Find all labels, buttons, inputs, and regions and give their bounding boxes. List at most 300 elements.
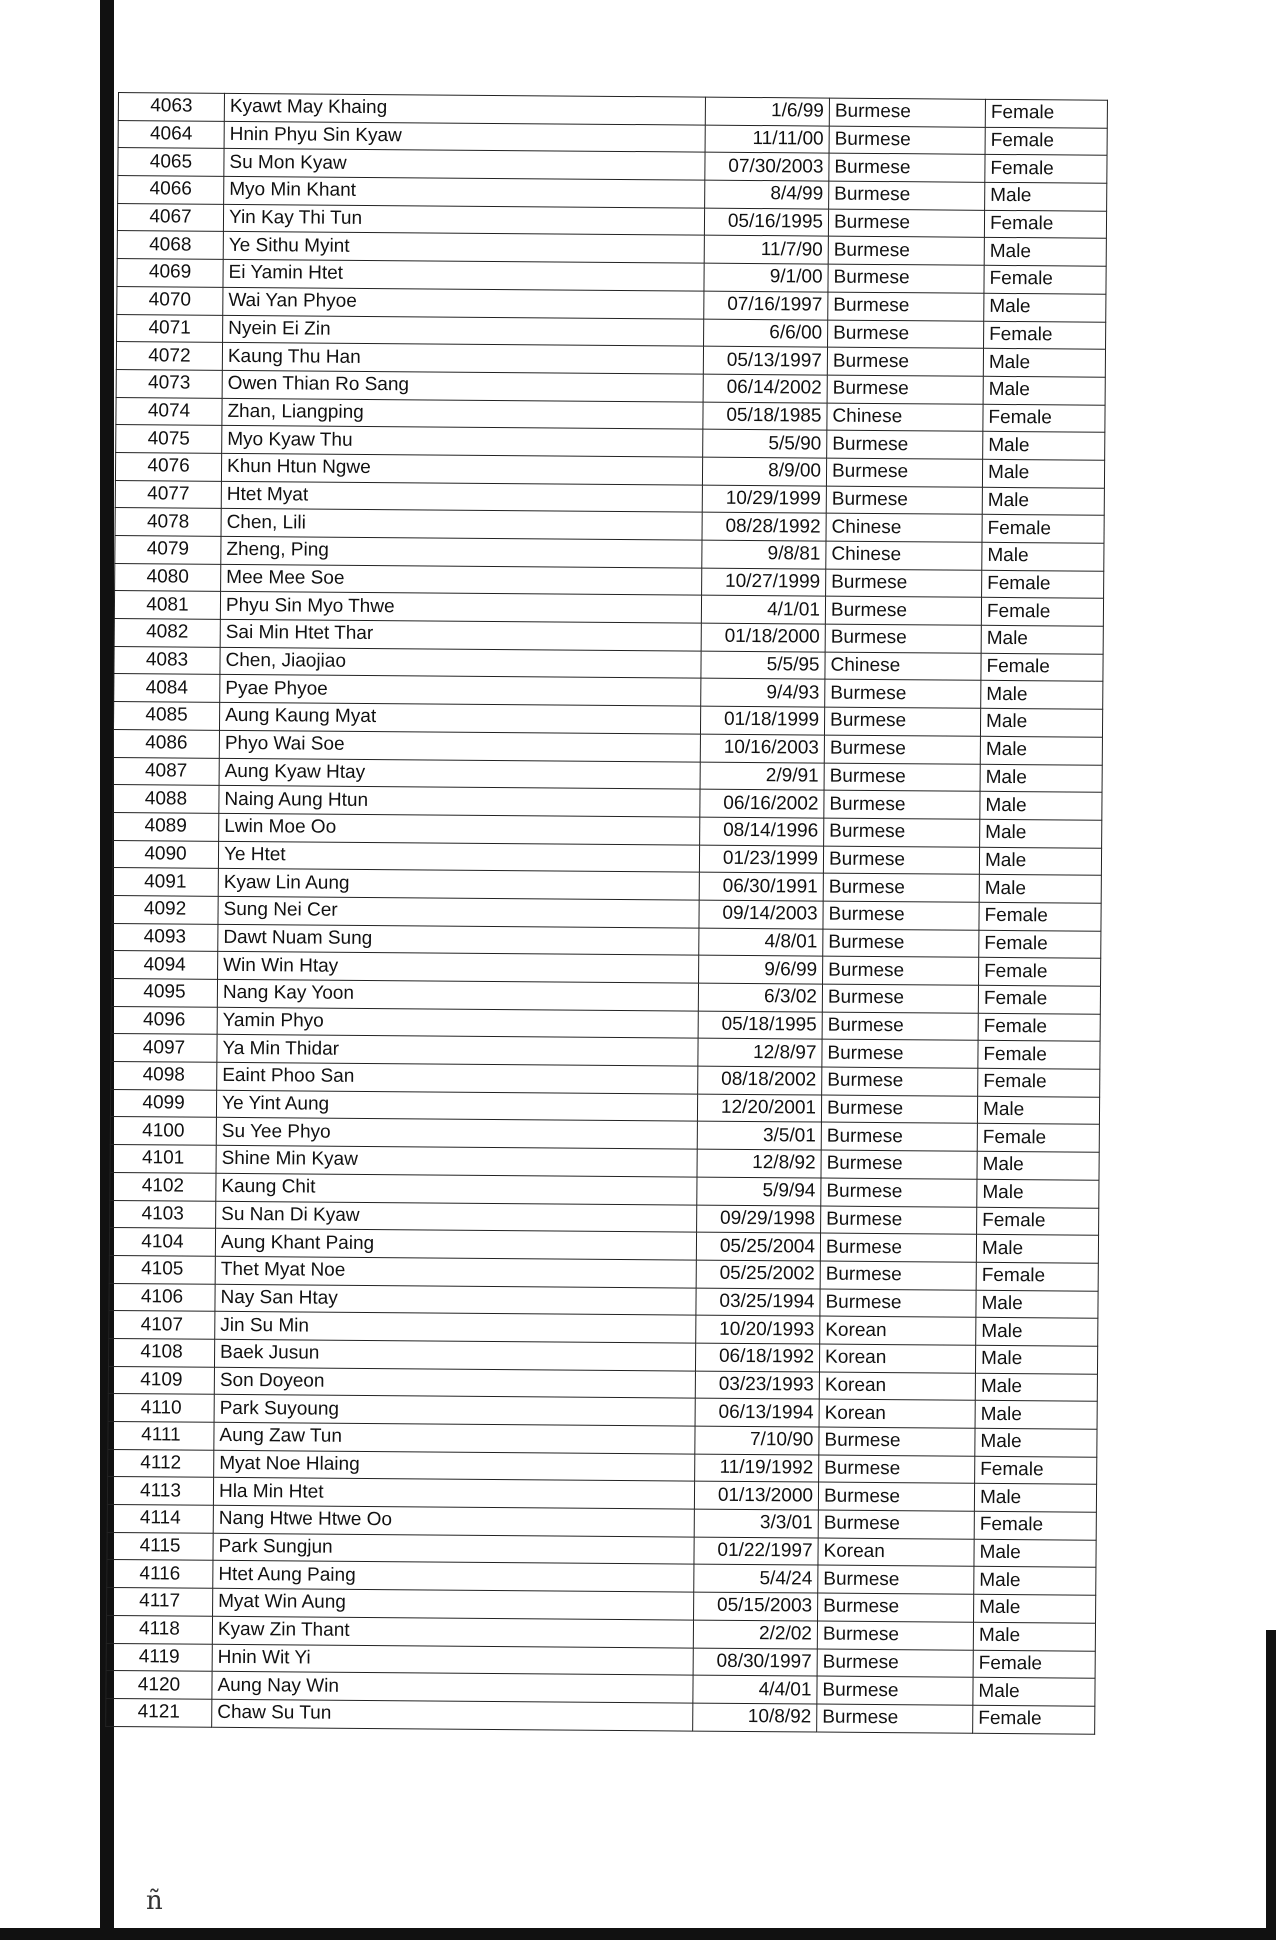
cell-gender: Male xyxy=(981,625,1103,654)
cell-name: Myat Noe Hlaing xyxy=(214,1450,695,1481)
cell-nationality: Burmese xyxy=(822,1067,978,1096)
cell-id: 4084 xyxy=(114,674,220,703)
student-roster-table xyxy=(105,92,1108,1734)
cell-gender: Female xyxy=(975,1456,1097,1485)
cell-gender: Male xyxy=(974,1594,1096,1623)
cell-gender: Female xyxy=(978,1068,1100,1097)
cell-name: Phyu Sin Myo Thwe xyxy=(220,592,701,623)
cell-date-of-birth: 1/6/99 xyxy=(705,97,829,126)
cell-id: 4065 xyxy=(118,148,224,177)
cell-nationality: Burmese xyxy=(820,1289,976,1318)
cell-nationality: Burmese xyxy=(817,1704,973,1733)
cell-date-of-birth: 06/14/2002 xyxy=(703,374,827,403)
cell-gender: Male xyxy=(977,1096,1099,1125)
cell-date-of-birth: 5/5/90 xyxy=(703,429,827,458)
cell-id: 4109 xyxy=(108,1366,214,1395)
cell-id: 4064 xyxy=(118,120,224,149)
cell-id: 4111 xyxy=(108,1421,214,1450)
cell-id: 4098 xyxy=(111,1062,217,1091)
cell-date-of-birth: 4/4/01 xyxy=(693,1675,817,1704)
cell-date-of-birth: 10/8/92 xyxy=(693,1703,817,1732)
cell-id: 4115 xyxy=(107,1532,213,1561)
cell-name: Ei Yamin Htet xyxy=(223,259,704,290)
cell-nationality: Burmese xyxy=(826,569,982,598)
cell-gender: Male xyxy=(974,1484,1096,1513)
cell-id: 4106 xyxy=(109,1283,215,1312)
cell-id: 4096 xyxy=(111,1006,217,1035)
cell-date-of-birth: 05/13/1997 xyxy=(703,346,827,375)
cell-id: 4117 xyxy=(107,1588,213,1617)
cell-name: Ye Yint Aung xyxy=(216,1090,697,1121)
cell-gender: Male xyxy=(976,1290,1098,1319)
cell-gender: Male xyxy=(981,681,1103,710)
cell-nationality: Burmese xyxy=(821,1095,977,1124)
cell-nationality: Burmese xyxy=(828,264,984,293)
cell-id: 4074 xyxy=(116,397,222,426)
cell-name: Khun Htun Ngwe xyxy=(221,453,702,484)
cell-name: Park Sungjun xyxy=(213,1533,694,1564)
cell-date-of-birth: 05/16/1995 xyxy=(704,208,828,237)
cell-name: Hnin Phyu Sin Kyaw xyxy=(224,121,705,152)
cell-id: 4097 xyxy=(111,1034,217,1063)
cell-gender: Male xyxy=(975,1401,1097,1430)
cell-id: 4078 xyxy=(115,508,221,537)
cell-gender: Male xyxy=(980,791,1102,820)
cell-id: 4070 xyxy=(117,286,223,315)
cell-nationality: Korean xyxy=(819,1399,975,1428)
cell-id: 4095 xyxy=(111,978,217,1007)
cell-name: Owen Thian Ro Sang xyxy=(222,370,703,401)
cell-nationality: Korean xyxy=(819,1372,975,1401)
cell-name: Nay San Htay xyxy=(215,1284,696,1315)
cell-gender: Female xyxy=(984,210,1106,239)
cell-gender: Male xyxy=(983,432,1105,461)
cell-nationality: Burmese xyxy=(827,375,983,404)
cell-nationality: Burmese xyxy=(821,1122,977,1151)
cell-nationality: Burmese xyxy=(826,486,982,515)
cell-name: Myat Win Aung xyxy=(213,1588,694,1619)
cell-name: Zhan, Liangping xyxy=(222,398,703,429)
cell-name: Dawt Nuam Sung xyxy=(218,924,699,955)
cell-gender: Female xyxy=(977,1207,1099,1236)
cell-date-of-birth: 5/5/95 xyxy=(701,651,825,680)
cell-gender: Female xyxy=(977,1124,1099,1153)
cell-gender: Female xyxy=(973,1705,1095,1734)
cell-id: 4113 xyxy=(107,1477,213,1506)
cell-gender: Female xyxy=(978,985,1100,1014)
cell-date-of-birth: 11/11/00 xyxy=(705,125,829,154)
cell-id: 4066 xyxy=(118,176,224,205)
cell-id: 4068 xyxy=(117,231,223,260)
cell-name: Kyawt May Khaing xyxy=(224,93,705,124)
cell-nationality: Burmese xyxy=(823,956,979,985)
cell-id: 4118 xyxy=(106,1615,212,1644)
cell-nationality: Burmese xyxy=(818,1510,974,1539)
cell-id: 4101 xyxy=(110,1145,216,1174)
cell-id: 4114 xyxy=(107,1505,213,1534)
cell-id: 4090 xyxy=(112,840,218,869)
cell-gender: Female xyxy=(978,1041,1100,1070)
cell-name: Nyein Ei Zin xyxy=(223,315,704,346)
cell-date-of-birth: 06/16/2002 xyxy=(700,789,824,818)
cell-date-of-birth: 11/19/1992 xyxy=(695,1454,819,1483)
cell-gender: Female xyxy=(976,1262,1098,1291)
cell-gender: Male xyxy=(979,875,1101,904)
cell-date-of-birth: 12/20/2001 xyxy=(697,1094,821,1123)
cell-gender: Male xyxy=(980,736,1102,765)
cell-date-of-birth: 08/18/2002 xyxy=(698,1066,822,1095)
cell-date-of-birth: 12/8/92 xyxy=(697,1149,821,1178)
cell-date-of-birth: 7/10/90 xyxy=(695,1426,819,1455)
cell-gender: Female xyxy=(981,598,1103,627)
cell-id: 4105 xyxy=(109,1255,215,1284)
cell-id: 4088 xyxy=(113,785,219,814)
cell-name: Son Doyeon xyxy=(214,1367,695,1398)
cell-gender: Female xyxy=(979,902,1101,931)
cell-name: Aung Zaw Tun xyxy=(214,1422,695,1453)
cell-id: 4120 xyxy=(106,1671,212,1700)
cell-name: Jin Su Min xyxy=(215,1312,696,1343)
cell-nationality: Burmese xyxy=(824,707,980,736)
cell-gender: Male xyxy=(979,847,1101,876)
cell-date-of-birth: 08/28/1992 xyxy=(702,512,826,541)
cell-name: Wai Yan Phyoe xyxy=(223,287,704,318)
cell-name: Yin Kay Thi Tun xyxy=(223,204,704,235)
cell-name: Zheng, Ping xyxy=(221,536,702,567)
cell-nationality: Burmese xyxy=(821,1150,977,1179)
cell-gender: Female xyxy=(985,155,1107,184)
cell-nationality: Burmese xyxy=(823,873,979,902)
cell-date-of-birth: 5/4/24 xyxy=(694,1565,818,1594)
cell-nationality: Chinese xyxy=(827,403,983,432)
cell-nationality: Burmese xyxy=(818,1482,974,1511)
cell-gender: Male xyxy=(974,1567,1096,1596)
cell-nationality: Burmese xyxy=(827,347,983,376)
cell-date-of-birth: 8/9/00 xyxy=(702,457,826,486)
cell-name: Nang Kay Yoon xyxy=(217,979,698,1010)
cell-gender: Male xyxy=(975,1428,1097,1457)
cell-nationality: Burmese xyxy=(819,1427,975,1456)
cell-nationality: Burmese xyxy=(827,430,983,459)
cell-date-of-birth: 05/25/2004 xyxy=(696,1232,820,1261)
cell-gender: Male xyxy=(977,1179,1099,1208)
cell-name: Hnin Wit Yi xyxy=(212,1644,693,1675)
cell-nationality: Korean xyxy=(820,1316,976,1345)
cell-id: 4087 xyxy=(113,757,219,786)
cell-nationality: Burmese xyxy=(820,1261,976,1290)
cell-date-of-birth: 09/14/2003 xyxy=(699,900,823,929)
cell-nationality: Burmese xyxy=(829,153,985,182)
cell-id: 4112 xyxy=(108,1449,214,1478)
cell-name: Su Yee Phyo xyxy=(216,1118,697,1149)
cell-date-of-birth: 10/16/2003 xyxy=(700,734,824,763)
cell-gender: Female xyxy=(979,958,1101,987)
cell-date-of-birth: 8/4/99 xyxy=(705,180,829,209)
cell-date-of-birth: 2/9/91 xyxy=(700,762,824,791)
cell-nationality: Burmese xyxy=(829,98,985,127)
cell-nationality: Burmese xyxy=(824,790,980,819)
cell-date-of-birth: 03/23/1993 xyxy=(695,1371,819,1400)
cell-date-of-birth: 01/18/2000 xyxy=(701,623,825,652)
cell-nationality: Burmese xyxy=(821,1206,977,1235)
cell-date-of-birth: 3/3/01 xyxy=(694,1509,818,1538)
cell-gender: Female xyxy=(985,127,1107,156)
cell-id: 4079 xyxy=(115,535,221,564)
cell-name: Ye Htet xyxy=(218,841,699,872)
cell-gender: Female xyxy=(974,1511,1096,1540)
cell-nationality: Burmese xyxy=(817,1649,973,1678)
cell-nationality: Burmese xyxy=(829,126,985,155)
cell-nationality: Burmese xyxy=(828,237,984,266)
cell-date-of-birth: 06/30/1991 xyxy=(699,872,823,901)
cell-gender: Male xyxy=(975,1373,1097,1402)
cell-name: Yamin Phyo xyxy=(217,1007,698,1038)
cell-nationality: Burmese xyxy=(824,735,980,764)
cell-nationality: Burmese xyxy=(818,1565,974,1594)
cell-id: 4116 xyxy=(107,1560,213,1589)
cell-nationality: Korean xyxy=(819,1344,975,1373)
cell-id: 4108 xyxy=(108,1338,214,1367)
cell-gender: Female xyxy=(983,404,1105,433)
cell-id: 4110 xyxy=(108,1394,214,1423)
cell-name: Phyo Wai Soe xyxy=(219,730,700,761)
cell-gender: Male xyxy=(980,708,1102,737)
cell-date-of-birth: 12/8/97 xyxy=(698,1038,822,1067)
cell-name: Aung Nay Win xyxy=(212,1671,693,1702)
cell-id: 4093 xyxy=(112,923,218,952)
cell-name: Sung Nei Cer xyxy=(218,896,699,927)
cell-nationality: Burmese xyxy=(829,181,985,210)
cell-name: Chen, Lili xyxy=(221,509,702,540)
cell-nationality: Burmese xyxy=(823,846,979,875)
cell-date-of-birth: 01/22/1997 xyxy=(694,1537,818,1566)
cell-gender: Female xyxy=(973,1650,1095,1679)
cell-date-of-birth: 10/29/1999 xyxy=(702,485,826,514)
cell-id: 4100 xyxy=(110,1117,216,1146)
cell-name: Aung Kyaw Htay xyxy=(219,758,700,789)
cell-date-of-birth: 01/13/2000 xyxy=(694,1481,818,1510)
cell-date-of-birth: 05/25/2002 xyxy=(696,1260,820,1289)
cell-nationality: Chinese xyxy=(825,652,981,681)
cell-nationality: Chinese xyxy=(826,513,982,542)
cell-name: Park Suyoung xyxy=(214,1395,695,1426)
cell-gender: Female xyxy=(982,515,1104,544)
cell-id: 4080 xyxy=(115,563,221,592)
cell-id: 4081 xyxy=(114,591,220,620)
cell-date-of-birth: 11/7/90 xyxy=(704,236,828,265)
cell-gender: Male xyxy=(980,819,1102,848)
cell-date-of-birth: 07/30/2003 xyxy=(705,152,829,181)
cell-name: Hla Min Htet xyxy=(213,1478,694,1509)
cell-id: 4092 xyxy=(112,895,218,924)
cell-id: 4082 xyxy=(114,619,220,648)
cell-gender: Male xyxy=(983,348,1105,377)
cell-id: 4107 xyxy=(109,1311,215,1340)
cell-gender: Female xyxy=(982,570,1104,599)
cell-nationality: Burmese xyxy=(828,209,984,238)
cell-name: Su Nan Di Kyaw xyxy=(216,1201,697,1232)
scan-right-edge xyxy=(1266,1630,1276,1940)
cell-date-of-birth: 03/25/1994 xyxy=(696,1288,820,1317)
cell-name: Win Win Htay xyxy=(218,952,699,983)
cell-nationality: Burmese xyxy=(818,1593,974,1622)
cell-date-of-birth: 9/8/81 xyxy=(702,540,826,569)
cell-date-of-birth: 10/20/1993 xyxy=(696,1315,820,1344)
cell-date-of-birth: 06/18/1992 xyxy=(695,1343,819,1372)
cell-nationality: Burmese xyxy=(828,292,984,321)
cell-date-of-birth: 01/18/1999 xyxy=(700,706,824,735)
cell-gender: Female xyxy=(979,930,1101,959)
cell-id: 4071 xyxy=(117,314,223,343)
cell-gender: Female xyxy=(984,321,1106,350)
cell-id: 4099 xyxy=(110,1089,216,1118)
cell-date-of-birth: 05/15/2003 xyxy=(694,1592,818,1621)
cell-name: Baek Jusun xyxy=(214,1339,695,1370)
cell-id: 4063 xyxy=(118,93,224,122)
cell-date-of-birth: 4/8/01 xyxy=(699,928,823,957)
scan-bottom-edge xyxy=(0,1928,1276,1940)
cell-name: Mee Mee Soe xyxy=(221,564,702,595)
cell-nationality: Burmese xyxy=(828,320,984,349)
cell-name: Kyaw Lin Aung xyxy=(218,869,699,900)
cell-name: Lwin Moe Oo xyxy=(219,813,700,844)
cell-id: 4121 xyxy=(106,1698,212,1727)
cell-date-of-birth: 9/6/99 xyxy=(699,955,823,984)
cell-id: 4091 xyxy=(112,868,218,897)
cell-name: Ya Min Thidar xyxy=(217,1035,698,1066)
cell-gender: Male xyxy=(973,1677,1095,1706)
cell-date-of-birth: 10/27/1999 xyxy=(702,568,826,597)
cell-gender: Male xyxy=(983,376,1105,405)
cell-gender: Male xyxy=(973,1622,1095,1651)
cell-name: Aung Khant Paing xyxy=(215,1228,696,1259)
cell-name: Kaung Chit xyxy=(216,1173,697,1204)
cell-gender: Female xyxy=(984,265,1106,294)
cell-date-of-birth: 9/1/00 xyxy=(704,263,828,292)
cell-name: Thet Myat Noe xyxy=(215,1256,696,1287)
cell-name: Nang Htwe Htwe Oo xyxy=(213,1505,694,1536)
cell-date-of-birth: 01/23/1999 xyxy=(699,845,823,874)
cell-nationality: Burmese xyxy=(822,1039,978,1068)
cell-id: 4083 xyxy=(114,646,220,675)
cell-nationality: Burmese xyxy=(822,984,978,1013)
cell-date-of-birth: 06/13/1994 xyxy=(695,1398,819,1427)
cell-nationality: Burmese xyxy=(822,1012,978,1041)
cell-date-of-birth: 3/5/01 xyxy=(697,1122,821,1151)
cell-name: Htet Aung Paing xyxy=(213,1561,694,1592)
cell-nationality: Burmese xyxy=(821,1178,977,1207)
cell-gender: Female xyxy=(981,653,1103,682)
cell-id: 4104 xyxy=(109,1228,215,1257)
cell-id: 4085 xyxy=(113,702,219,731)
cell-name: Shine Min Kyaw xyxy=(216,1145,697,1176)
cell-date-of-birth: 08/14/1996 xyxy=(700,817,824,846)
cell-id: 4077 xyxy=(115,480,221,509)
cell-date-of-birth: 2/2/02 xyxy=(693,1620,817,1649)
cell-nationality: Burmese xyxy=(824,818,980,847)
cell-gender: Male xyxy=(976,1234,1098,1263)
cell-id: 4076 xyxy=(115,452,221,481)
cell-nationality: Burmese xyxy=(820,1233,976,1262)
cell-nationality: Burmese xyxy=(824,763,980,792)
cell-name: Kaung Thu Han xyxy=(222,343,703,374)
cell-date-of-birth: 4/1/01 xyxy=(701,595,825,624)
cell-gender: Male xyxy=(976,1318,1098,1347)
cell-nationality: Chinese xyxy=(826,541,982,570)
cell-nationality: Burmese xyxy=(817,1621,973,1650)
cell-name: Chaw Su Tun xyxy=(212,1699,693,1730)
cell-id: 4103 xyxy=(110,1200,216,1229)
cell-nationality: Burmese xyxy=(825,596,981,625)
cell-gender: Male xyxy=(982,487,1104,516)
cell-nationality: Korean xyxy=(818,1538,974,1567)
cell-id: 4094 xyxy=(112,951,218,980)
cell-gender: Female xyxy=(978,1013,1100,1042)
cell-date-of-birth: 09/29/1998 xyxy=(697,1205,821,1234)
cell-date-of-birth: 9/4/93 xyxy=(701,679,825,708)
cell-id: 4072 xyxy=(116,342,222,371)
cell-nationality: Burmese xyxy=(823,901,979,930)
cell-gender: Male xyxy=(977,1151,1099,1180)
cell-name: Myo Kyaw Thu xyxy=(222,426,703,457)
cell-nationality: Burmese xyxy=(817,1676,973,1705)
cell-name: Kyaw Zin Thant xyxy=(212,1616,693,1647)
cell-nationality: Burmese xyxy=(823,929,979,958)
roster-body xyxy=(106,93,1108,1734)
cell-name: Sai Min Htet Thar xyxy=(220,619,701,650)
cell-name: Naing Aung Htun xyxy=(219,786,700,817)
cell-gender: Male xyxy=(982,459,1104,488)
cell-id: 4067 xyxy=(117,203,223,232)
cell-name: Htet Myat xyxy=(221,481,702,512)
cell-id: 4069 xyxy=(117,259,223,288)
cell-name: Su Mon Kyaw xyxy=(224,149,705,180)
cell-date-of-birth: 05/18/1995 xyxy=(698,1011,822,1040)
cell-gender: Male xyxy=(974,1539,1096,1568)
cell-date-of-birth: 6/3/02 xyxy=(698,983,822,1012)
cell-id: 4089 xyxy=(113,812,219,841)
cell-nationality: Burmese xyxy=(825,624,981,653)
cell-id: 4086 xyxy=(113,729,219,758)
footer-mark: ñ xyxy=(146,1886,163,1916)
cell-name: Chen, Jiaojiao xyxy=(220,647,701,678)
cell-gender: Male xyxy=(985,182,1107,211)
cell-gender: Male xyxy=(975,1345,1097,1374)
cell-date-of-birth: 07/16/1997 xyxy=(704,291,828,320)
cell-nationality: Burmese xyxy=(825,680,981,709)
cell-name: Ye Sithu Myint xyxy=(223,232,704,263)
cell-gender: Male xyxy=(982,542,1104,571)
cell-gender: Male xyxy=(980,764,1102,793)
cell-gender: Male xyxy=(984,293,1106,322)
cell-nationality: Burmese xyxy=(819,1455,975,1484)
cell-id: 4073 xyxy=(116,369,222,398)
cell-date-of-birth: 5/9/94 xyxy=(697,1177,821,1206)
cell-gender: Male xyxy=(984,238,1106,267)
cell-id: 4075 xyxy=(116,425,222,454)
cell-name: Eaint Phoo San xyxy=(217,1062,698,1093)
cell-name: Aung Kaung Myat xyxy=(219,702,700,733)
cell-name: Myo Min Khant xyxy=(224,176,705,207)
cell-date-of-birth: 08/30/1997 xyxy=(693,1648,817,1677)
cell-name: Pyae Phyoe xyxy=(220,675,701,706)
cell-id: 4119 xyxy=(106,1643,212,1672)
cell-gender: Female xyxy=(985,99,1107,128)
cell-date-of-birth: 6/6/00 xyxy=(704,319,828,348)
cell-id: 4102 xyxy=(110,1172,216,1201)
cell-nationality: Burmese xyxy=(826,458,982,487)
cell-date-of-birth: 05/18/1985 xyxy=(703,402,827,431)
